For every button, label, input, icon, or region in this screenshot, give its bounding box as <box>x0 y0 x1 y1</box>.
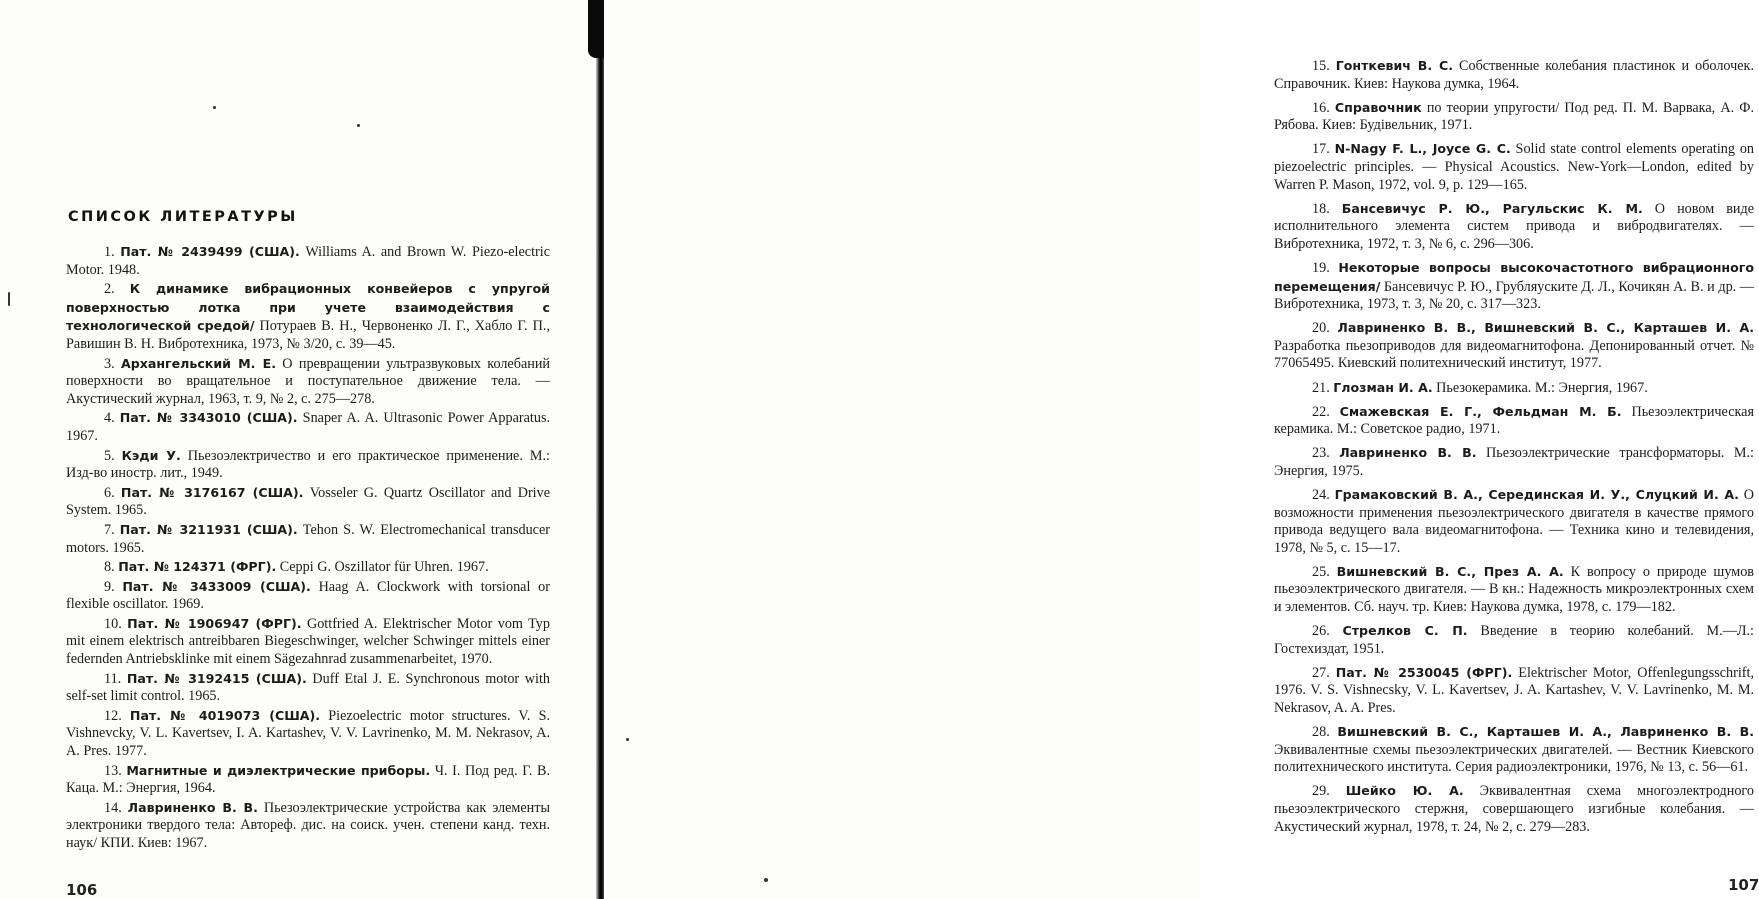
reference-item <box>1274 403 1754 439</box>
reference-details: Duff Etal J. E. Synchronous motor with self-set limit control. 1965. <box>66 670 550 705</box>
left-page <box>0 0 598 899</box>
reference-details: Пьезоэлектрические трансформаторы. М.: Энергия, 1975. <box>1274 445 1754 479</box>
reference-details: Williams A. and Brown W. Piezo-electric Motor. 1948. <box>66 244 550 278</box>
reference-number: 28. <box>1312 724 1330 741</box>
reference-details: К вопросу о природе шумов пьезоэлектрического двигателя. — В кн.: Надежность микроэлектронных схем и элементов. Сб. науч. тр. Киев: Наукова думка, 1978, с. 179—182. <box>1274 563 1754 616</box>
reference-authors: Глозман И. А. <box>1333 379 1433 395</box>
reference-details: Ч. I. Под ред. Г. В. Каца. М.: Энергия, 1964. <box>66 762 550 797</box>
reference-authors: Пат. № 1906947 (ФРГ). <box>127 615 302 631</box>
reference-authors: Пат. № 3176167 (США). <box>120 484 304 500</box>
scan-speck <box>626 738 629 741</box>
reference-item <box>66 578 550 614</box>
reference-authors: Кэди У. <box>121 447 181 463</box>
reference-item <box>1274 622 1754 658</box>
reference-item <box>66 762 550 798</box>
reference-number: 2. <box>104 281 115 298</box>
reference-authors: Бансевичус Р. Ю., Рагульскис К. М. <box>1341 200 1643 216</box>
reference-item <box>1274 486 1754 557</box>
reference-authors: К динамике вибрационных конвейеров с упругой поверхностью лотка при учете взаимодействия с технологической средой/ <box>66 281 551 334</box>
scan-speck <box>213 106 216 109</box>
reference-details: Snaper A. A. Ultrasonic Power Apparatus. 1967. <box>66 410 551 444</box>
reference-item <box>66 521 550 557</box>
reference-item <box>1274 99 1754 135</box>
reference-item <box>1274 782 1754 836</box>
reference-list-left <box>66 243 550 854</box>
reference-details: Эквивалентная схема многоэлектродного пьезоэлектрического стержня, совершающего изгибные колебания. — Акустический журнал, 1978, т. 24, № 2, с. 279—283. <box>1274 783 1754 835</box>
reference-number: 16. <box>1312 99 1330 116</box>
reference-details: Пьезоэлектрическая керамика. М.: Советское радио, 1971. <box>1274 403 1754 438</box>
reference-number: 20. <box>1312 320 1330 337</box>
reference-authors: Вишневский В. С., През А. А. <box>1336 563 1564 579</box>
reference-number: 1. <box>104 244 115 260</box>
reference-details: Piezoelectric motor structures. V. S. Vishnevcky, V. L. Kavertsev, I. A. Kartashev, V. V. Lavrinenko, M. M. Nekrasov, A. A. Pres. 1977. <box>66 707 551 760</box>
reference-authors: Смажевская Е. Г., Фельдман М. Б. <box>1339 403 1622 419</box>
reference-number: 5. <box>104 447 115 464</box>
reference-details: Пьезоэлектрические устройства как элементы электроники твердого тела: Автореф. дис. на соиск. учен. степени канд. техн. наук/ КПИ. Киев: 1967. <box>66 799 550 851</box>
scan-speck <box>357 124 360 127</box>
reference-item <box>1274 57 1754 93</box>
reference-item <box>1274 444 1754 480</box>
reference-authors: Гонткевич В. С. <box>1335 58 1454 73</box>
reference-item <box>1274 664 1754 718</box>
reference-number: 21. <box>1312 379 1330 396</box>
reference-details: Собственные колебания пластинок и оболочек. Справочник. Киев: Наукова думка, 1964. <box>1274 58 1754 92</box>
page-number-left: 106 <box>66 881 98 899</box>
reference-item <box>1274 319 1754 373</box>
scan-speck <box>764 878 768 882</box>
reference-details: Пьезоэлектричество и его практическое применение. М.: Изд-во иностр. лит., 1949. <box>66 447 550 482</box>
reference-item <box>1274 723 1754 777</box>
reference-authors: Грамаковский В. А., Серединская И. У., Слуцкий И. А. <box>1334 486 1739 502</box>
reference-number: 14. <box>104 799 122 816</box>
reference-item <box>1274 140 1754 194</box>
reference-authors: Пат. № 3433009 (США). <box>122 578 311 594</box>
reference-item <box>66 670 550 706</box>
reference-details: Бансевичус Р. Ю., Грубляуските Д. Л., Кочикян А. В. и др. — Вибротехника, 1973, т. 3, № 20, с. 317—323. <box>1274 278 1754 313</box>
reference-authors: Магнитные и диэлектрические приборы. <box>126 762 431 778</box>
reference-number: 12. <box>104 707 122 724</box>
reference-authors: Пат. № 124371 (ФРГ). <box>118 559 277 575</box>
reference-number: 29. <box>1312 783 1330 800</box>
reference-authors: N-Nagy F. L., Joyce G. C. <box>1334 141 1511 157</box>
reference-details: О новом виде исполнительного элемента систем привода и вибродвигателях. — Вибротехника, 1972, т. 3, № 6, с. 296—306. <box>1274 200 1755 252</box>
reference-details: Vosseler G. Quartz Oscillator and Drive System. 1965. <box>66 484 551 519</box>
reference-number: 19. <box>1312 259 1330 276</box>
reference-authors: Пат. № 3211931 (США). <box>119 521 298 537</box>
reference-number: 18. <box>1312 200 1330 217</box>
reference-details: О возможности применения пьезоэлектрического двигателя в качестве прямого привода ведущего вала видеомагнитофона. — Техника кино и телевидения, 1978, № 5, с. 15—17. <box>1274 486 1755 556</box>
reference-authors: Пат. № 3343010 (США). <box>119 410 298 426</box>
reference-item <box>66 409 550 445</box>
reference-authors: Пат. № 4019073 (США). <box>129 707 321 723</box>
reference-number: 24. <box>1312 486 1330 503</box>
reference-authors: Пат. № 3192415 (США). <box>126 670 307 686</box>
right-page <box>604 0 1759 899</box>
reference-list-right <box>1274 57 1754 842</box>
reference-details: Solid state control elements operating on piezoelectric principles. — Physical Acoustics. New-York—London, edited by Warren P. Mason, 1972, vol. 9, p. 129—165. <box>1274 141 1755 193</box>
reference-number: 15. <box>1312 58 1330 74</box>
reference-item <box>1274 200 1754 254</box>
reference-details: по теории упругости/ Под ред. П. М. Варвака, А. Ф. Рябова. Киев: Будівельник, 1971. <box>1274 99 1755 134</box>
reference-number: 9. <box>104 578 115 595</box>
reference-details: Потураев В. Н., Червоненко Л. Г., Хабло Г. П., Равишин В. Н. Вибротехника, 1973, № 3/20, с. 39—45. <box>66 318 550 352</box>
reference-item <box>1274 563 1754 617</box>
reference-item <box>66 799 550 853</box>
scan-speck <box>8 292 10 306</box>
reference-number: 4. <box>104 410 115 427</box>
reference-authors: Вишневский В. С., Карташев И. А., Лавриненко В. В. <box>1337 724 1754 740</box>
reference-authors: Пат. № 2439499 (США). <box>120 244 300 259</box>
reference-details: Haag A. Clockwork with torsional or flexible oscillator. 1969. <box>66 578 550 613</box>
reference-details: Разработка пьезоприводов для видеомагнитофона. Депонированный отчет. № 77065495. Киевский политехнический институт, 1977. <box>1274 337 1754 372</box>
reference-item <box>66 558 550 577</box>
reference-details: Введение в теорию колебаний. М.—Л.: Гостехиздат, 1951. <box>1274 623 1754 657</box>
reference-number: 23. <box>1312 445 1330 462</box>
reference-authors: Некоторые вопросы высокочастотного вибрационного перемещения/ <box>1274 259 1754 294</box>
reference-authors: Шейко Ю. А. <box>1345 783 1464 799</box>
reference-details: Gottfried A. Elektrischer Motor vom Typ mit einem elektrisch antreibbaren Biegeschwinger, welcher Schwinger mittels einer federnden Antriebsklinke mit einem Sägezahnrad zusammenarbeitet, 1970. <box>66 615 550 668</box>
reference-item <box>66 280 550 353</box>
reference-item <box>1274 379 1754 398</box>
reference-item <box>66 243 550 279</box>
reference-number: 26. <box>1312 623 1330 640</box>
reference-item <box>66 615 550 669</box>
reference-details: Эквивалентные схемы пьезоэлектрических двигателей. — Вестник Киевского политехнического института. Серия радиоэлектроники, 1976, № 13, с. 56—61. <box>1274 741 1754 776</box>
reference-details: О превращении ультразвуковых колебаний поверхности во вращательное и поступательное движение тела. — Акустический журнал, 1963, т. 9, № 2, с. 275—278. <box>66 355 551 407</box>
reference-details: Пьезокерамика. М.: Энергия, 1967. <box>1432 379 1648 396</box>
reference-details: Tehon S. W. Electromechanical transducer motors. 1965. <box>66 521 551 556</box>
reference-item <box>66 447 550 483</box>
reference-item <box>66 707 550 761</box>
reference-number: 22. <box>1312 403 1330 420</box>
reference-details: Elektrischer Motor, Offenlegungsschrift, 1976. V. S. Vishnecsky, V. L. Kavertsev, J. A. Kartashev, V. V. Lavrinenko, M. M. Nekrasov, A. A. Pres. <box>1274 664 1755 716</box>
page-number-right: 107 <box>1728 876 1759 894</box>
reference-details: Ceppi G. Oszillator für Uhren. 1967. <box>276 559 489 576</box>
reference-number: 11. <box>104 670 122 687</box>
reference-authors: Пат. № 2530045 (ФРГ). <box>1335 664 1513 680</box>
reference-number: 13. <box>104 762 122 779</box>
reference-number: 8. <box>104 559 115 576</box>
reference-authors: Лавриненко В. В., Вишневский В. С., Карташев И. А. <box>1337 320 1754 336</box>
reference-number: 7. <box>104 521 115 538</box>
reference-number: 10. <box>104 615 122 632</box>
bibliography-heading: СПИСОК ЛИТЕРАТУРЫ <box>68 209 298 225</box>
reference-number: 17. <box>1312 141 1330 158</box>
reference-authors: Лавриненко В. В. <box>1339 445 1477 461</box>
reference-item <box>66 355 550 409</box>
reference-number: 6. <box>104 484 115 501</box>
reference-number: 3. <box>104 355 115 372</box>
reference-item <box>1274 259 1754 314</box>
reference-item <box>66 484 550 520</box>
reference-authors: Лавриненко В. В. <box>127 799 258 815</box>
reference-authors: Справочник <box>1334 99 1422 115</box>
reference-authors: Стрелков С. П. <box>1342 623 1468 639</box>
reference-number: 27. <box>1312 664 1330 681</box>
reference-number: 25. <box>1312 563 1330 580</box>
reference-authors: Архангельский М. Е. <box>120 355 276 371</box>
